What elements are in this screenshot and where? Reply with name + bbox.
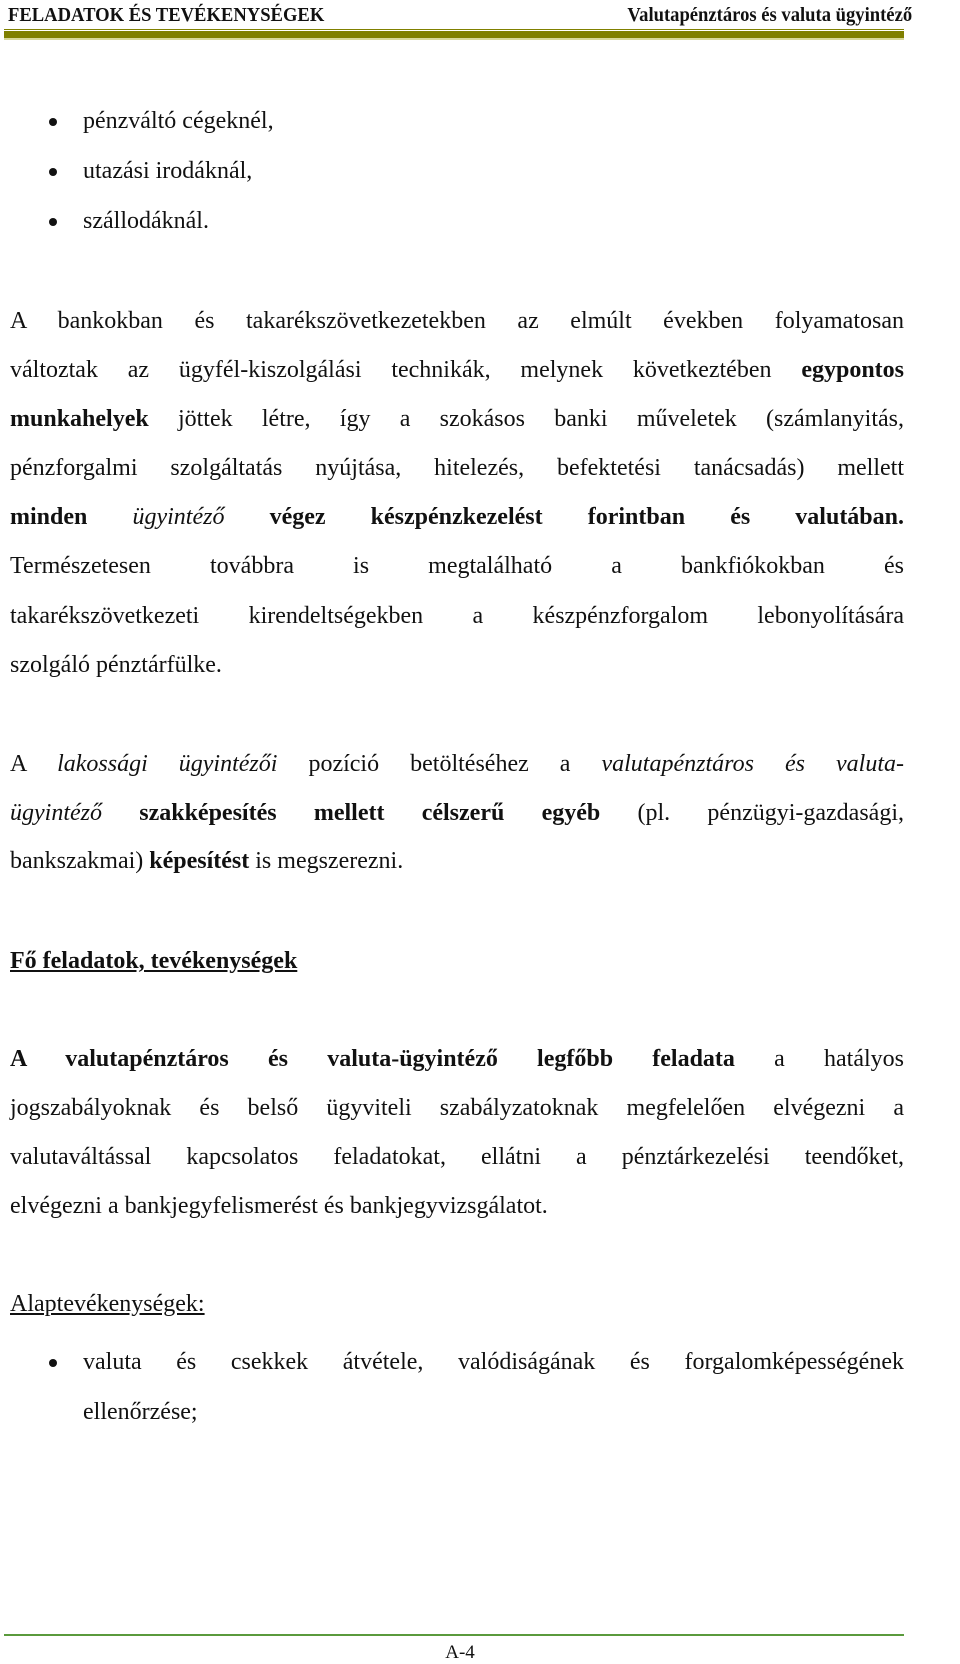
text-run: valutaváltással kapcsolatos feladatokat, ellátni a pénztárkezelési teendőket, <box>10 1144 904 1170</box>
bullet-icon <box>49 218 57 226</box>
text-run: utazási irodáknál, <box>83 158 253 184</box>
text-line <box>10 1093 904 1123</box>
text-line <box>83 1347 904 1377</box>
text-run: pénzváltó cégeknél, <box>83 108 274 134</box>
text-run: takarékszövetkezeti kirendeltségekben a készpénzforgalom lebonyolítására <box>10 603 904 629</box>
header-left-title: FELADATOK ÉS TEVÉKENYSÉGEK <box>8 4 325 26</box>
text-run: a hatályos <box>734 1046 904 1072</box>
text-line <box>83 156 252 186</box>
text-run: szakképesítés mellett célszerű egyéb <box>101 800 601 826</box>
text-line <box>10 846 403 876</box>
header-rule <box>4 29 904 30</box>
text-run: egypontos <box>801 357 904 383</box>
text-run: jogszabályoknak és belső ügyviteli szabályzatoknak megfelelően elvégezni a <box>10 1095 904 1121</box>
text-run: ellenőrzése; <box>83 1399 198 1425</box>
text-run: ügyintéző <box>10 800 102 826</box>
text-run: minden <box>10 504 133 530</box>
text-run: valuta és csekkek átvétele, valódiságának és forgalomképességének <box>83 1349 904 1375</box>
text-run: jöttek létre, így a szokásos banki műveletek (számlanyitás, <box>148 406 904 432</box>
text-line <box>10 798 904 828</box>
header-bar <box>4 31 904 38</box>
text-line <box>10 502 904 532</box>
text-run: is megszerezni. <box>249 848 404 874</box>
text-run: elvégezni a bankjegyfelismerést és bankjegyvizsgálatot. <box>10 1193 548 1219</box>
text-run: pozíció betöltéséhez a <box>277 751 602 777</box>
text-line <box>10 1044 904 1074</box>
text-run: A bankokban és takarékszövetkezetekben az elmúlt években folyamatosan <box>10 308 904 334</box>
text-line <box>10 1142 904 1172</box>
text-line <box>10 601 904 631</box>
text-run: bankszakmai) <box>10 848 150 874</box>
text-run: Alaptevékenységek: <box>10 1291 205 1317</box>
text-line <box>10 650 222 680</box>
text-run: Természetesen továbbra is megtalálható a bankfiókokban és <box>10 553 904 579</box>
text-line <box>10 355 904 385</box>
text-run: lakossági ügyintézői <box>57 751 278 777</box>
text-run: szállodáknál. <box>83 208 209 234</box>
text-run: képesítést <box>149 848 250 874</box>
header-right-title: Valutapénztáros és valuta ügyintéző <box>627 4 912 26</box>
text-run: végez készpénzkezelést forintban és valutában. <box>224 504 905 530</box>
text-run: változtak az ügyfél-kiszolgálási technikák, melynek következtében <box>10 357 802 383</box>
text-line <box>10 551 904 581</box>
text-run: ügyintéző <box>132 504 225 530</box>
text-line <box>10 1191 548 1221</box>
text-run: (pl. pénzügyi-gazdasági, <box>600 800 904 826</box>
text-line <box>10 453 904 483</box>
page-number: A-4 <box>445 1642 475 1663</box>
text-line <box>83 106 274 136</box>
text-run: szolgáló pénztárfülke. <box>10 652 222 678</box>
text-run: valutapénztáros és valuta- <box>601 751 904 777</box>
footer-rule <box>4 1634 904 1636</box>
text-line <box>10 306 904 336</box>
bullet-icon <box>49 168 57 176</box>
text-line <box>83 206 209 236</box>
text-run: pénzforgalmi szolgáltatás nyújtása, hitelezés, befektetési tanácsadás) mellett <box>10 455 904 481</box>
header-rule-light <box>4 38 904 40</box>
text-run: A <box>10 751 58 777</box>
text-run: A valutapénztáros és valuta-ügyintéző legfőbb feladata <box>10 1046 735 1072</box>
text-line <box>10 946 297 976</box>
text-run: munkahelyek <box>10 406 149 432</box>
text-line <box>83 1397 198 1427</box>
text-line <box>10 1289 205 1319</box>
bullet-icon <box>49 1359 57 1367</box>
text-line <box>10 404 904 434</box>
text-run: Fő feladatok, tevékenységek <box>10 948 298 974</box>
text-line <box>10 749 904 779</box>
bullet-icon <box>49 118 57 126</box>
